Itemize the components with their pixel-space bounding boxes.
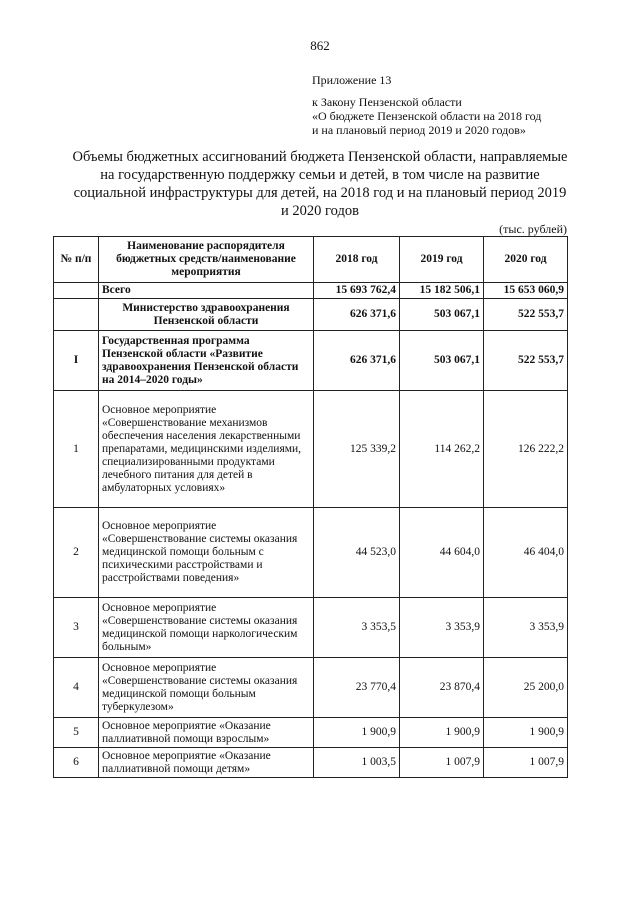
row-num: I [54,331,99,391]
row-name: Всего [99,283,314,299]
row-num: 1 [54,391,99,508]
row-num: 6 [54,748,99,778]
row-name: Основное мероприятие «Совершенствование системы оказания медицинской помощи наркологическим больным» [99,598,314,658]
row-num: 5 [54,718,99,748]
row-name: Основное мероприятие «Оказание паллиативной помощи взрослым» [99,718,314,748]
row-2019: 3 353,9 [400,598,484,658]
budget-table [53,236,568,778]
row-2020: 46 404,0 [484,508,568,598]
header-2019: 2019 год [400,237,484,283]
row-2018: 3 353,5 [314,598,400,658]
header-2020: 2020 год [484,237,568,283]
header-name: Наименование распорядителя бюджетных средств/наименование мероприятия [99,237,314,283]
row-2019: 1 900,9 [400,718,484,748]
row-2019: 503 067,1 [400,299,484,331]
row-2018: 44 523,0 [314,508,400,598]
row-2018: 125 339,2 [314,391,400,508]
row-2020: 25 200,0 [484,658,568,718]
row-num [54,299,99,331]
row-2020: 1 900,9 [484,718,568,748]
row-num [54,283,99,299]
appendix-number: Приложение 13 [312,73,392,87]
row-name: Государственная программа Пензенской области «Развитие здравоохранения Пензенской области на 2014–2020 годы» [99,331,314,391]
table-row [54,718,568,748]
row-name: Основное мероприятие «Оказание паллиативной помощи детям» [99,748,314,778]
table-row-program [54,331,568,391]
appendix-law-title-line2: и на плановый период 2019 и 2020 годов» [312,123,526,137]
row-num: 2 [54,508,99,598]
table-row [54,748,568,778]
table-row [54,508,568,598]
row-2020: 15 653 060,9 [484,283,568,299]
header-num: № п/п [54,237,99,283]
row-2018: 1 003,5 [314,748,400,778]
header-2018: 2018 год [314,237,400,283]
row-2019: 114 262,2 [400,391,484,508]
row-name: Министерство здравоохранения Пензенской области [99,299,314,331]
table-row [54,658,568,718]
row-2019: 1 007,9 [400,748,484,778]
row-name: Основное мероприятие «Совершенствование системы оказания медицинской помощи больным с психическими расстройствами и расстройствами поведения» [99,508,314,598]
row-num: 4 [54,658,99,718]
row-name: Основное мероприятие «Совершенствование механизмов обеспечения населения лекарственными препаратами, медицинскими изделиями, специализированными продуктами лечебного питания для детей в амбулаторных условиях» [99,391,314,508]
row-2018: 1 900,9 [314,718,400,748]
row-name: Основное мероприятие «Совершенствование системы оказания медицинской помощи больным туберкулезом» [99,658,314,718]
row-2020: 126 222,2 [484,391,568,508]
document-title: Объемы бюджетных ассигнований бюджета Пензенской области, направляемые на государственную поддержку семьи и детей, в том числе на развитие социальной инфраструктуры для детей, на 2018 год и на плановый период 2019 и 2020 годов [72,149,568,219]
table-row [54,598,568,658]
row-2020: 1 007,9 [484,748,568,778]
table-row [54,391,568,508]
row-2018: 626 371,6 [314,331,400,391]
row-2019: 503 067,1 [400,331,484,391]
row-2018: 23 770,4 [314,658,400,718]
row-2019: 15 182 506,1 [400,283,484,299]
units-label: (тыс. рублей) [499,222,567,236]
appendix-reference [312,73,612,137]
row-2019: 44 604,0 [400,508,484,598]
row-2020: 3 353,9 [484,598,568,658]
row-2020: 522 553,7 [484,331,568,391]
appendix-law-title-line1: «О бюджете Пензенской области на 2018 год [312,109,542,123]
table-row-ministry [54,299,568,331]
row-2020: 522 553,7 [484,299,568,331]
appendix-law-line: к Закону Пензенской области [312,95,462,109]
page-number: 862 [310,38,330,53]
table-header-row [54,237,568,283]
table-row-total [54,283,568,299]
row-2018: 15 693 762,4 [314,283,400,299]
row-num: 3 [54,598,99,658]
row-2018: 626 371,6 [314,299,400,331]
row-2019: 23 870,4 [400,658,484,718]
